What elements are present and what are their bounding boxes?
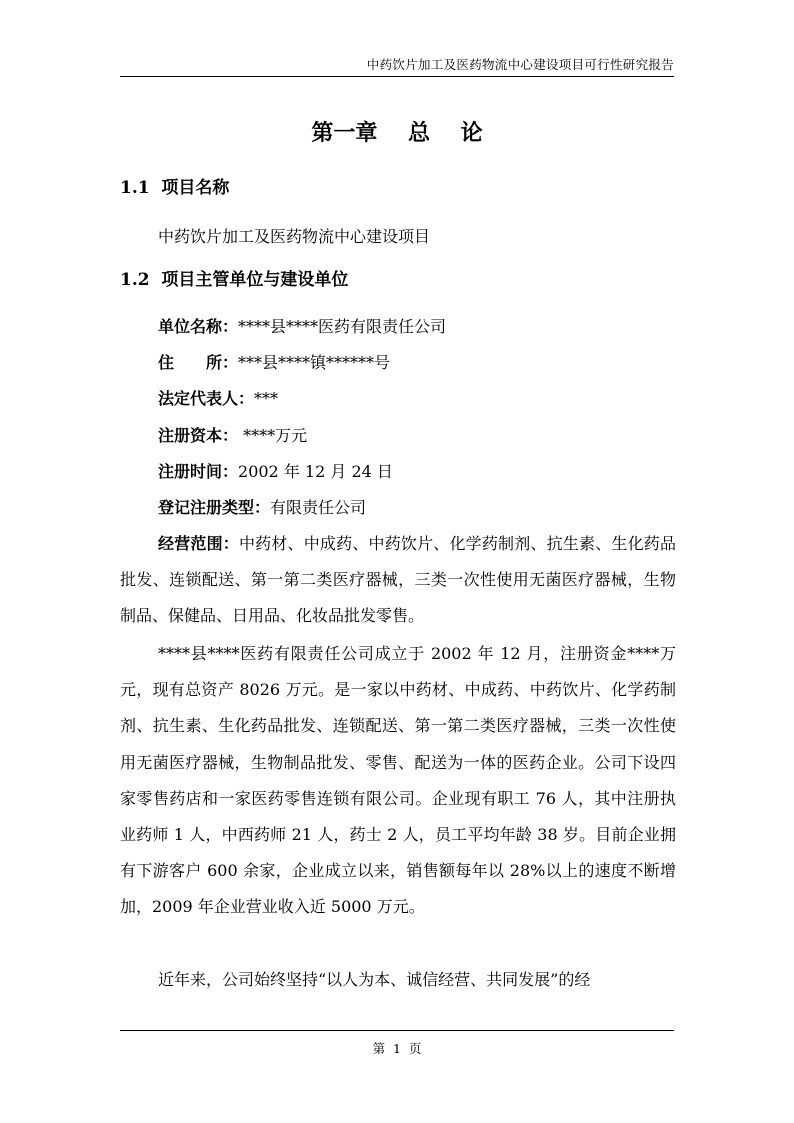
legal-rep-label: 法定代表人：	[158, 389, 255, 408]
page-number: 第 1 页	[372, 1041, 422, 1056]
unit-name-value: ****县****医药有限责任公司	[238, 317, 447, 336]
legal-rep-row	[158, 387, 278, 411]
section-title: 项目主管单位与建设单位	[161, 270, 349, 290]
section-heading-1-2	[120, 268, 674, 292]
section-heading-1-1	[120, 176, 674, 200]
capital-row	[158, 424, 307, 448]
section-number: 1.2	[120, 270, 150, 290]
capital-value: ****万元	[238, 426, 308, 445]
address-value: ***县****镇******号	[238, 353, 391, 372]
header-rule	[120, 76, 674, 77]
company-intro-paragraph: ****县****医药有限责任公司成立于 2002 年 12 月，注册资金****万元，现有总资产 8026 万元。是一家以中药材、中成药、中药饮片、化学药制剂、抗生素、生化药品批发、连锁配送、第一第二类医疗器械，三类一次性使用无菌医疗器械，生物制品批发、零售、配送为一体的医药企业。公司下设四家零售药店和一家医药零售连锁有限公司。企业现有职工 76 人，其中注册执业药师 1 人，中西药师 21 人，药士 2 人，员工平均年龄 38 岁。目前企业拥有下游客户 600 余家，企业成立以来，销售额每年以 28%以上的速度不断增加，2009 年企业营业收入近 5000 万元。	[120, 644, 676, 917]
capital-label: 注册资本：	[158, 426, 239, 445]
legal-rep-value: ***	[254, 389, 279, 408]
footer-rule	[120, 1030, 674, 1031]
scope-value: 中药材、中成药、中药饮片、化学药制剂、抗生素、生化药品批发、连锁配送、第一第二类医疗器械，三类一次性使用无菌医疗器械，生物制品、保健品、日用品、化妆品批发零售。	[120, 534, 676, 626]
project-name: 中药饮片加工及医药物流中心建设项目	[158, 227, 431, 246]
reg-type-label: 登记注册类型：	[158, 498, 271, 517]
unit-name-label: 单位名称：	[158, 317, 239, 336]
reg-time-label: 注册时间：	[158, 462, 239, 481]
reg-type-value: 有限责任公司	[270, 498, 367, 517]
section-number: 1.1	[120, 178, 150, 198]
reg-time-row	[158, 460, 393, 484]
section-title: 项目名称	[161, 178, 230, 198]
address-row	[158, 351, 390, 375]
address-label: 住 所：	[158, 353, 239, 372]
unit-name-row	[158, 315, 446, 339]
chapter-title: 第一章 总 论	[311, 120, 483, 146]
running-header: 中药饮片加工及医药物流中心建设项目可行性研究报告	[366, 57, 674, 72]
scope-label: 经营范围：	[158, 534, 239, 553]
reg-time-value: 2002 年 12 月 24 日	[238, 462, 393, 481]
recent-years-paragraph: 近年来，公司始终坚持“以人为本、诚信经营、共同发展”的经	[158, 970, 591, 989]
business-scope-paragraph	[120, 526, 676, 635]
reg-type-row	[158, 496, 366, 520]
